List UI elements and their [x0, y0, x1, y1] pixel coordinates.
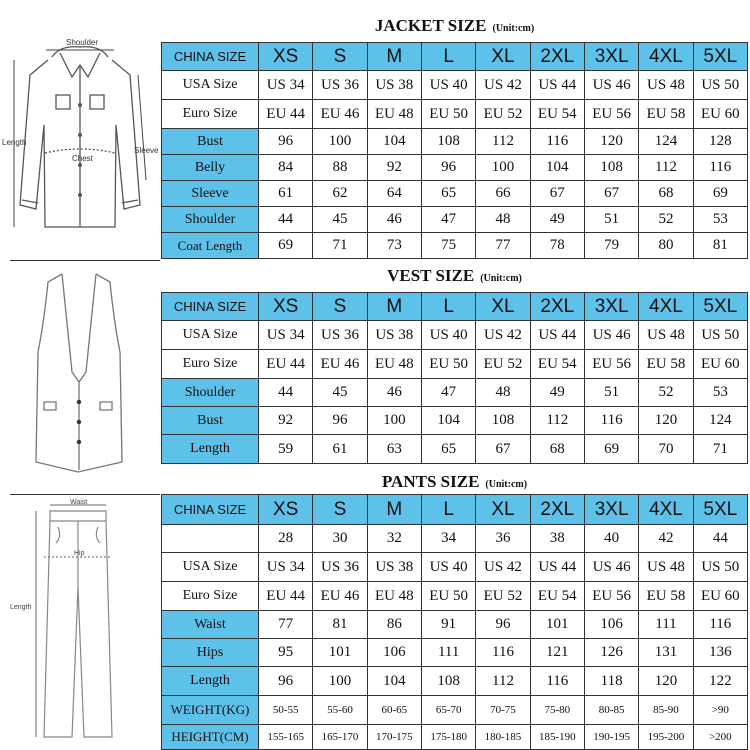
- pants-cell: 65-70: [421, 696, 475, 725]
- vest-cell: EU 56: [584, 350, 638, 379]
- jacket-size-xl: XL: [476, 43, 530, 71]
- jacket-header-row: [162, 43, 748, 71]
- vest-cell: 104: [421, 407, 475, 435]
- pants-cell: 185-190: [530, 725, 584, 750]
- pants-cell: 170-175: [367, 725, 421, 750]
- jacket-cell: 104: [530, 155, 584, 181]
- vest-cell: 116: [584, 407, 638, 435]
- jacket-cell: 67: [530, 181, 584, 207]
- pants-row-label: USA Size: [162, 553, 259, 582]
- pants-cell: 60-65: [367, 696, 421, 725]
- vest-china-size-label: CHINA SIZE: [162, 293, 259, 321]
- jacket-cell: 88: [313, 155, 367, 181]
- vest-header-row: [162, 293, 748, 321]
- jacket-cell: 96: [259, 129, 313, 155]
- vest-size-5xl: 5XL: [693, 293, 747, 321]
- vest-cell: US 50: [693, 321, 747, 350]
- jacket-cell: 77: [476, 233, 530, 259]
- pants-cell: EU 56: [584, 582, 638, 611]
- jacket-china-size-label: CHINA SIZE: [162, 43, 259, 71]
- jacket-cell: EU 54: [530, 100, 584, 129]
- pants-cell: 55-60: [313, 696, 367, 725]
- vest-cell: US 44: [530, 321, 584, 350]
- pants-cell: 116: [693, 611, 747, 639]
- pants-cell: US 44: [530, 553, 584, 582]
- pants-row-label: Waist: [162, 611, 259, 639]
- vest-cell: 70: [639, 435, 693, 464]
- jacket-cell: 64: [367, 181, 421, 207]
- jacket-cell: 112: [476, 129, 530, 155]
- pants-row-length: [162, 667, 748, 696]
- jacket-cell: 128: [693, 129, 747, 155]
- pants-cell: 70-75: [476, 696, 530, 725]
- pants-cell: EU 58: [639, 582, 693, 611]
- jacket-cell: EU 60: [693, 100, 747, 129]
- jacket-size-2xl: 2XL: [530, 43, 584, 71]
- vest-size-xs: XS: [259, 293, 313, 321]
- pants-size-3xl: 3XL: [584, 495, 638, 525]
- jacket-size-xs: XS: [259, 43, 313, 71]
- jacket-cell: 49: [530, 207, 584, 233]
- vest-cell: 68: [530, 435, 584, 464]
- jacket-cell: US 40: [421, 71, 475, 100]
- jacket-shoulder-label: Shoulder: [66, 38, 99, 47]
- pants-cell: 122: [693, 667, 747, 696]
- pants-length-label: Length: [10, 604, 32, 611]
- vest-row-label: Bust: [162, 407, 259, 435]
- jacket-size-4xl: 4XL: [639, 43, 693, 71]
- vest-cell: 96: [313, 407, 367, 435]
- pants-row-label: WEIGHT(KG): [162, 696, 259, 725]
- pants-cell: US 48: [639, 553, 693, 582]
- jacket-cell: US 46: [584, 71, 638, 100]
- jacket-row-belly: [162, 155, 748, 181]
- jacket-cell: 92: [367, 155, 421, 181]
- vest-cell: 46: [367, 379, 421, 407]
- pants-cell: >90: [693, 696, 747, 725]
- jacket-cell: 108: [421, 129, 475, 155]
- pants-cell: 50-55: [259, 696, 313, 725]
- pants-cell: 118: [584, 667, 638, 696]
- jacket-cell: EU 52: [476, 100, 530, 129]
- vest-cell: 49: [530, 379, 584, 407]
- pants-row-hips: [162, 639, 748, 667]
- pants-size-xl: XL: [476, 495, 530, 525]
- vest-cell: 51: [584, 379, 638, 407]
- jacket-unit: (Unit:cm): [492, 23, 535, 34]
- vest-cell: 108: [476, 407, 530, 435]
- jacket-cell: 120: [584, 129, 638, 155]
- jacket-cell: 112: [639, 155, 693, 181]
- pants-cell: EU 44: [259, 582, 313, 611]
- jacket-cell: 80: [639, 233, 693, 259]
- pants-row-label: [162, 525, 259, 553]
- jacket-cell: EU 48: [367, 100, 421, 129]
- pants-cell: EU 60: [693, 582, 747, 611]
- vest-cell: 65: [421, 435, 475, 464]
- jacket-row-label: Euro Size: [162, 100, 259, 129]
- jacket-cell: 108: [584, 155, 638, 181]
- vest-cell: 45: [313, 379, 367, 407]
- vest-cell: 71: [693, 435, 747, 464]
- pants-cell: 36: [476, 525, 530, 553]
- vest-cell: 59: [259, 435, 313, 464]
- pants-cell: 81: [313, 611, 367, 639]
- vest-cell: 52: [639, 379, 693, 407]
- jacket-cell: 47: [421, 207, 475, 233]
- pants-cell: 44: [693, 525, 747, 553]
- jacket-size-m: M: [367, 43, 421, 71]
- pants-cell: 136: [693, 639, 747, 667]
- jacket-cell: 44: [259, 207, 313, 233]
- pants-row-label: Hips: [162, 639, 259, 667]
- jacket-cell: 45: [313, 207, 367, 233]
- pants-cell: 106: [367, 639, 421, 667]
- pants-cell: US 42: [476, 553, 530, 582]
- jacket-cell: 73: [367, 233, 421, 259]
- vest-row-label: Euro Size: [162, 350, 259, 379]
- jacket-cell: 62: [313, 181, 367, 207]
- jacket-cell: 53: [693, 207, 747, 233]
- jacket-row-coat-length: [162, 233, 748, 259]
- pants-cell: EU 46: [313, 582, 367, 611]
- pants-cell: 96: [476, 611, 530, 639]
- jacket-cell: 68: [639, 181, 693, 207]
- jacket-cell: EU 58: [639, 100, 693, 129]
- pants-size-xs: XS: [259, 495, 313, 525]
- jacket-cell: 75: [421, 233, 475, 259]
- vest-title-text: VEST SIZE: [387, 266, 475, 285]
- vest-cell: EU 60: [693, 350, 747, 379]
- vest-cell: 100: [367, 407, 421, 435]
- pants-cell: US 38: [367, 553, 421, 582]
- jacket-cell: EU 46: [313, 100, 367, 129]
- pants-cell: 42: [639, 525, 693, 553]
- jacket-cell: 78: [530, 233, 584, 259]
- jacket-cell: 81: [693, 233, 747, 259]
- pants-cell: 86: [367, 611, 421, 639]
- vest-row-label: USA Size: [162, 321, 259, 350]
- vest-illustration: [0, 262, 160, 494]
- vest-cell: 124: [693, 407, 747, 435]
- vest-cell: 69: [584, 435, 638, 464]
- pants-cell: 101: [313, 639, 367, 667]
- vest-cell: 67: [476, 435, 530, 464]
- pants-cell: 120: [639, 667, 693, 696]
- vest-cell: EU 48: [367, 350, 421, 379]
- pants-cell: 106: [584, 611, 638, 639]
- jacket-cell: US 38: [367, 71, 421, 100]
- vest-cell: 120: [639, 407, 693, 435]
- jacket-title-text: JACKET SIZE: [374, 16, 487, 35]
- pants-cell: US 36: [313, 553, 367, 582]
- jacket-size-table: [161, 42, 748, 259]
- vest-size-4xl: 4XL: [639, 293, 693, 321]
- pants-title: [161, 472, 748, 492]
- vest-cell: 47: [421, 379, 475, 407]
- pants-size-4xl: 4XL: [639, 495, 693, 525]
- jacket-size-l: L: [421, 43, 475, 71]
- vest-row-label: Length: [162, 435, 259, 464]
- jacket-cell: US 42: [476, 71, 530, 100]
- vest-size-table: [161, 292, 748, 464]
- jacket-cell: 100: [476, 155, 530, 181]
- pants-size-s: S: [313, 495, 367, 525]
- jacket-row-label: Shoulder: [162, 207, 259, 233]
- divider: [10, 260, 160, 261]
- vest-cell: 44: [259, 379, 313, 407]
- jacket-cell: 52: [639, 207, 693, 233]
- jacket-size-s: S: [313, 43, 367, 71]
- pants-cell: EU 52: [476, 582, 530, 611]
- pants-row-label: HEIGHT(CM): [162, 725, 259, 750]
- pants-size-m: M: [367, 495, 421, 525]
- jacket-cell: 84: [259, 155, 313, 181]
- pants-cell: 116: [530, 667, 584, 696]
- vest-row-bust: [162, 407, 748, 435]
- jacket-length-label: Length: [2, 138, 27, 147]
- pants-cell: 116: [476, 639, 530, 667]
- pants-row-waist: [162, 611, 748, 639]
- vest-cell: 63: [367, 435, 421, 464]
- jacket-cell: 66: [476, 181, 530, 207]
- pants-cell: 77: [259, 611, 313, 639]
- pants-cell: 100: [313, 667, 367, 696]
- pants-cell: 96: [259, 667, 313, 696]
- jacket-row-label: Coat Length: [162, 233, 259, 259]
- pants-illustration: [0, 497, 160, 747]
- pants-cell: 101: [530, 611, 584, 639]
- jacket-cell: 65: [421, 181, 475, 207]
- pants-cell: US 46: [584, 553, 638, 582]
- vest-row-label: Shoulder: [162, 379, 259, 407]
- jacket-row-bust: [162, 129, 748, 155]
- jacket-cell: EU 50: [421, 100, 475, 129]
- pants-cell: 175-180: [421, 725, 475, 750]
- vest-row-shoulder: [162, 379, 748, 407]
- pants-row-weight-kg: [162, 696, 748, 725]
- jacket-row-label: Sleeve: [162, 181, 259, 207]
- pants-cell: 85-90: [639, 696, 693, 725]
- vest-cell: EU 46: [313, 350, 367, 379]
- pants-row-euro-size: [162, 582, 748, 611]
- pants-cell: US 40: [421, 553, 475, 582]
- pants-row-usa-size: [162, 553, 748, 582]
- pants-cell: 95: [259, 639, 313, 667]
- jacket-cell: 124: [639, 129, 693, 155]
- jacket-sleeve-label: Sleeve: [134, 146, 159, 155]
- pants-cell: US 50: [693, 553, 747, 582]
- jacket-row-label: USA Size: [162, 71, 259, 100]
- pants-cell: 104: [367, 667, 421, 696]
- jacket-cell: 79: [584, 233, 638, 259]
- pants-cell: US 34: [259, 553, 313, 582]
- vest-cell: EU 52: [476, 350, 530, 379]
- divider: [10, 494, 160, 495]
- jacket-row-label: Bust: [162, 129, 259, 155]
- jacket-illustration: [0, 5, 160, 257]
- vest-size-l: L: [421, 293, 475, 321]
- vest-cell: US 40: [421, 321, 475, 350]
- pants-cell: 112: [476, 667, 530, 696]
- vest-cell: 112: [530, 407, 584, 435]
- pants-cell: 111: [421, 639, 475, 667]
- jacket-cell: 67: [584, 181, 638, 207]
- jacket-cell: EU 56: [584, 100, 638, 129]
- pants-cell: >200: [693, 725, 747, 750]
- pants-waist-label: Waist: [70, 499, 88, 506]
- pants-cell: 32: [367, 525, 421, 553]
- jacket-row-usa-size: [162, 71, 748, 100]
- pants-cell: 38: [530, 525, 584, 553]
- jacket-cell: 48: [476, 207, 530, 233]
- vest-cell: 61: [313, 435, 367, 464]
- jacket-chest-label: Chest: [72, 154, 93, 163]
- vest-cell: US 34: [259, 321, 313, 350]
- pants-cell: 34: [421, 525, 475, 553]
- jacket-cell: EU 44: [259, 100, 313, 129]
- pants-cell: 121: [530, 639, 584, 667]
- vest-cell: 48: [476, 379, 530, 407]
- pants-size-l: L: [421, 495, 475, 525]
- jacket-cell: 61: [259, 181, 313, 207]
- pants-cell: 165-170: [313, 725, 367, 750]
- pants-cell: 195-200: [639, 725, 693, 750]
- jacket-cell: 69: [259, 233, 313, 259]
- pants-cell: 180-185: [476, 725, 530, 750]
- pants-cell: EU 54: [530, 582, 584, 611]
- pants-cell: 190-195: [584, 725, 638, 750]
- jacket-size-3xl: 3XL: [584, 43, 638, 71]
- jacket-title: [161, 16, 748, 36]
- jacket-cell: 69: [693, 181, 747, 207]
- vest-cell: EU 54: [530, 350, 584, 379]
- pants-cell: 30: [313, 525, 367, 553]
- vest-cell: 92: [259, 407, 313, 435]
- jacket-cell: US 36: [313, 71, 367, 100]
- pants-cell: 111: [639, 611, 693, 639]
- vest-cell: US 36: [313, 321, 367, 350]
- jacket-cell: US 48: [639, 71, 693, 100]
- vest-size-3xl: 3XL: [584, 293, 638, 321]
- vest-cell: US 46: [584, 321, 638, 350]
- jacket-cell: US 34: [259, 71, 313, 100]
- jacket-row-shoulder: [162, 207, 748, 233]
- vest-cell: EU 44: [259, 350, 313, 379]
- pants-cell: EU 48: [367, 582, 421, 611]
- pants-unit: (Unit:cm): [485, 479, 528, 490]
- jacket-size-5xl: 5XL: [693, 43, 747, 71]
- vest-size-xl: XL: [476, 293, 530, 321]
- jacket-cell: 96: [421, 155, 475, 181]
- vest-cell: EU 58: [639, 350, 693, 379]
- pants-row-label: Euro Size: [162, 582, 259, 611]
- pants-row-height-cm: [162, 725, 748, 750]
- pants-cell: EU 50: [421, 582, 475, 611]
- pants-size-table: [161, 494, 748, 750]
- pants-hip-label: Hip: [74, 550, 85, 557]
- vest-size-s: S: [313, 293, 367, 321]
- jacket-cell: 51: [584, 207, 638, 233]
- pants-cell: 28: [259, 525, 313, 553]
- vest-size-m: M: [367, 293, 421, 321]
- vest-title: [161, 266, 748, 286]
- pants-size-2xl: 2XL: [530, 495, 584, 525]
- jacket-cell: 46: [367, 207, 421, 233]
- vest-unit: (Unit:cm): [480, 273, 522, 284]
- jacket-row-euro-size: [162, 100, 748, 129]
- pants-size-5xl: 5XL: [693, 495, 747, 525]
- pants-row-blank: [162, 525, 748, 553]
- jacket-cell: 100: [313, 129, 367, 155]
- pants-cell: 126: [584, 639, 638, 667]
- jacket-cell: 71: [313, 233, 367, 259]
- vest-cell: US 48: [639, 321, 693, 350]
- pants-cell: 131: [639, 639, 693, 667]
- pants-cell: 108: [421, 667, 475, 696]
- vest-cell: 53: [693, 379, 747, 407]
- jacket-cell: US 44: [530, 71, 584, 100]
- vest-size-2xl: 2XL: [530, 293, 584, 321]
- jacket-cell: 104: [367, 129, 421, 155]
- pants-header-row: [162, 495, 748, 525]
- vest-row-usa-size: [162, 321, 748, 350]
- pants-cell: 91: [421, 611, 475, 639]
- vest-cell: US 38: [367, 321, 421, 350]
- vest-cell: EU 50: [421, 350, 475, 379]
- pants-china-size-label: CHINA SIZE: [162, 495, 259, 525]
- pants-cell: 80-85: [584, 696, 638, 725]
- vest-row-euro-size: [162, 350, 748, 379]
- vest-row-length: [162, 435, 748, 464]
- pants-title-text: PANTS SIZE: [381, 472, 480, 491]
- pants-row-label: Length: [162, 667, 259, 696]
- jacket-row-label: Belly: [162, 155, 259, 181]
- vest-cell: US 42: [476, 321, 530, 350]
- jacket-cell: US 50: [693, 71, 747, 100]
- jacket-cell: 116: [530, 129, 584, 155]
- jacket-cell: 116: [693, 155, 747, 181]
- pants-cell: 40: [584, 525, 638, 553]
- pants-cell: 155-165: [259, 725, 313, 750]
- jacket-row-sleeve: [162, 181, 748, 207]
- pants-cell: 75-80: [530, 696, 584, 725]
